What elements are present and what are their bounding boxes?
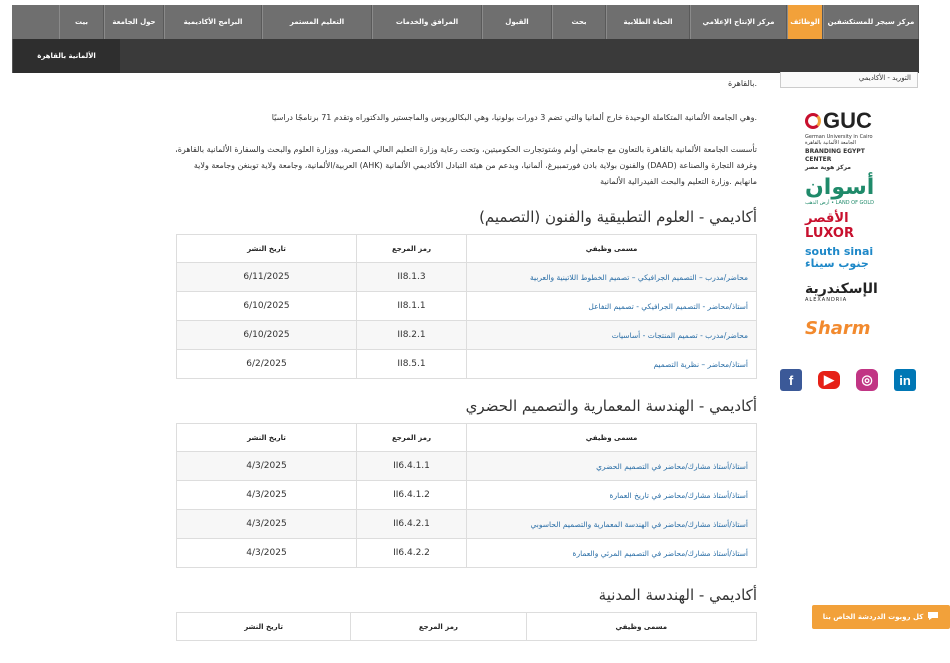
- header-publish-date: تاريخ النشر: [177, 613, 351, 641]
- nav-item[interactable]: الحياة الطلابية: [606, 5, 690, 39]
- table-row: [177, 321, 757, 350]
- section-title: أكاديمي - الهندسة المعمارية والتصميم الحضري: [465, 397, 757, 415]
- header-job-title: مسمى وظيفي: [467, 424, 757, 452]
- chat-bubble-icon: [927, 611, 939, 623]
- jobs-table: [176, 423, 757, 568]
- nav-item[interactable]: بيت: [59, 5, 104, 39]
- section-title: أكاديمي - العلوم التطبيقية والفنون (التصميم): [479, 208, 757, 226]
- chatbot-label: كل روبوت الدردشة الخاص بنا: [822, 613, 924, 621]
- publish-date: 4/3/2025: [177, 539, 357, 568]
- jobs-table: [176, 612, 757, 641]
- header-publish-date: تاريخ النشر: [177, 235, 357, 263]
- nav-item[interactable]: حول الجامعة: [104, 5, 164, 39]
- aswan-logo-subtitle: أرض الذهب • LAND OF GOLD: [805, 200, 875, 206]
- ref-code: II8.5.1: [357, 350, 467, 379]
- south-sinai-arabic: جنوب سيناء: [805, 257, 869, 270]
- ref-code: II8.1.3: [357, 263, 467, 292]
- nav-item[interactable]: مركز الإنتاج الإعلامي: [690, 5, 787, 39]
- sub-nav-item[interactable]: الألمانية بالقاهرة: [12, 39, 120, 73]
- table-row: [177, 510, 757, 539]
- publish-date: 6/11/2025: [177, 263, 357, 292]
- nav-item[interactable]: الوظائف: [787, 5, 823, 39]
- header-ref-code: رمز المرجع: [357, 424, 467, 452]
- main-navigation: [12, 5, 919, 39]
- job-title-link[interactable]: أستاذ/محاضر – نظرية التصميم: [467, 350, 757, 379]
- guc-logo-subtitle: German University in Cairo: [805, 134, 873, 140]
- nav-item[interactable]: مركز سيجر للمستكشفين: [823, 5, 919, 39]
- linkedin-icon[interactable]: in: [894, 369, 916, 391]
- ref-code: II6.4.2.1: [357, 510, 467, 539]
- table-row: [177, 481, 757, 510]
- facebook-icon[interactable]: f: [780, 369, 802, 391]
- south-sinai-logo[interactable]: [805, 241, 891, 275]
- job-title-link[interactable]: أستاذ/محاضر - التصميم الجرافيكي - تصميم التفاعل: [467, 292, 757, 321]
- table-row: [177, 263, 757, 292]
- header-job-title: مسمى وظيفي: [467, 235, 757, 263]
- intro-paragraph-2: .وهي الجامعة الألمانية المتكاملة الوحيدة خارج ألمانيا والتي تضم 3 دورات بولونيا، وهي البكالوريوس والماجستير والدكتوراه وتقدم 71 برنامجًا دراسيًا: [271, 113, 757, 122]
- nav-item[interactable]: التعليم المستمر: [262, 5, 372, 39]
- branding-egypt-arabic: مركز هوية مصر: [805, 164, 852, 171]
- instagram-icon[interactable]: ◎: [856, 369, 878, 391]
- intro-paragraph-1: .بالقاهرة: [728, 79, 757, 88]
- alexandria-logo-text: الإسكندرية: [805, 281, 878, 297]
- publish-date: 6/10/2025: [177, 321, 357, 350]
- luxor-logo[interactable]: [805, 211, 891, 241]
- header-job-title: مسمى وظيفي: [526, 613, 756, 641]
- sharm-logo-text: Sharm: [805, 317, 871, 339]
- publish-date: 6/10/2025: [177, 292, 357, 321]
- nav-item[interactable]: المرافق والخدمات: [372, 5, 482, 39]
- alexandria-logo-subtitle: ALEXANDRIA: [805, 297, 848, 303]
- table-row: [177, 350, 757, 379]
- job-title-link[interactable]: محاضر/مدرب - تصميم المنتجات - أساسيات: [467, 321, 757, 350]
- jobs-table: [176, 234, 757, 379]
- job-title-link[interactable]: أستاذ/أستاذ مشارك/محاضر في الهندسة المعمارية والتصميم الحاسوبي: [467, 510, 757, 539]
- table-row: [177, 452, 757, 481]
- main-content: [175, 74, 757, 641]
- header-publish-date: تاريخ النشر: [177, 424, 357, 452]
- header-ref-code: رمز المرجع: [357, 235, 467, 263]
- branding-egypt-logo[interactable]: [805, 149, 891, 171]
- publish-date: 4/3/2025: [177, 452, 357, 481]
- sidebar-dropdown[interactable]: التوريد - الأكاديمي: [780, 72, 918, 88]
- guc-mark-icon: [805, 113, 821, 129]
- publish-date: 4/3/2025: [177, 510, 357, 539]
- ref-code: II6.4.1.2: [357, 481, 467, 510]
- aswan-logo-text: أسوان: [805, 175, 875, 200]
- publish-date: 4/3/2025: [177, 481, 357, 510]
- social-links: [780, 369, 916, 391]
- job-title-link[interactable]: أستاذ/أستاذ مشارك/محاضر في التصميم المرئي والعمارة: [467, 539, 757, 568]
- nav-item[interactable]: البرامج الأكاديمية: [164, 5, 262, 39]
- ref-code: II6.4.2.2: [357, 539, 467, 568]
- section-title: أكاديمي - الهندسة المدنية: [598, 586, 757, 604]
- luxor-logo-text: الأقصر LUXOR: [805, 211, 854, 241]
- table-row: [177, 292, 757, 321]
- ref-code: II6.4.1.1: [357, 452, 467, 481]
- intro-paragraph-3: تأسست الجامعة الألمانية بالقاهرة بالتعاون مع جامعتي أولم وشتوتجارت الحكوميتين، وتحت رعاية وزارة التعليم العالي المصرية، ووزارة العلوم والبحث والسفارة الألمانية بالقاهرة، وغرفة التجارة والصناعة (DAAD) والفنون بولاية بادن فورتمبيرغ، ألمانيا، وبدعم من هيئة التبادل الأكاديمي الألمانية (AHK) العربية/الألمانية، وجامعة ولاية توبنغن وجامعة ولاية مانهايم .وزارة التعليم والبحث الفيدرالية الألمانية: [175, 145, 757, 186]
- south-sinai-english: south sinai: [805, 245, 874, 258]
- alexandria-logo[interactable]: [805, 275, 891, 309]
- aswan-logo[interactable]: [805, 171, 891, 211]
- sharm-logo[interactable]: [805, 309, 891, 347]
- publish-date: 6/2/2025: [177, 350, 357, 379]
- sub-navigation: [12, 39, 919, 73]
- table-row: [177, 539, 757, 568]
- ref-code: II8.1.1: [357, 292, 467, 321]
- guc-logo-arabic: الجامعة الألمانية بالقاهرة: [805, 140, 856, 146]
- branding-egypt-english: BRANDING EGYPT CENTER: [805, 148, 865, 163]
- youtube-icon[interactable]: ▶: [818, 371, 840, 389]
- job-title-link[interactable]: أستاذ/أستاذ مشارك/محاضر في تاريخ العمارة: [467, 481, 757, 510]
- job-sections: [175, 208, 757, 641]
- header-ref-code: رمز المرجع: [351, 613, 526, 641]
- job-title-link[interactable]: أستاذ/أستاذ مشارك/محاضر في التصميم الحضري: [467, 452, 757, 481]
- guc-logo-text: GUC: [823, 108, 872, 133]
- nav-item[interactable]: القبول: [482, 5, 552, 39]
- job-title-link[interactable]: محاضر/مدرب – التصميم الجرافيكي – تصميم الخطوط اللاتينية والعربية: [467, 263, 757, 292]
- partner-logos: [805, 105, 891, 347]
- chatbot-button[interactable]: [812, 605, 950, 629]
- ref-code: II8.2.1: [357, 321, 467, 350]
- nav-item[interactable]: بحث: [552, 5, 606, 39]
- guc-logo[interactable]: [805, 105, 891, 149]
